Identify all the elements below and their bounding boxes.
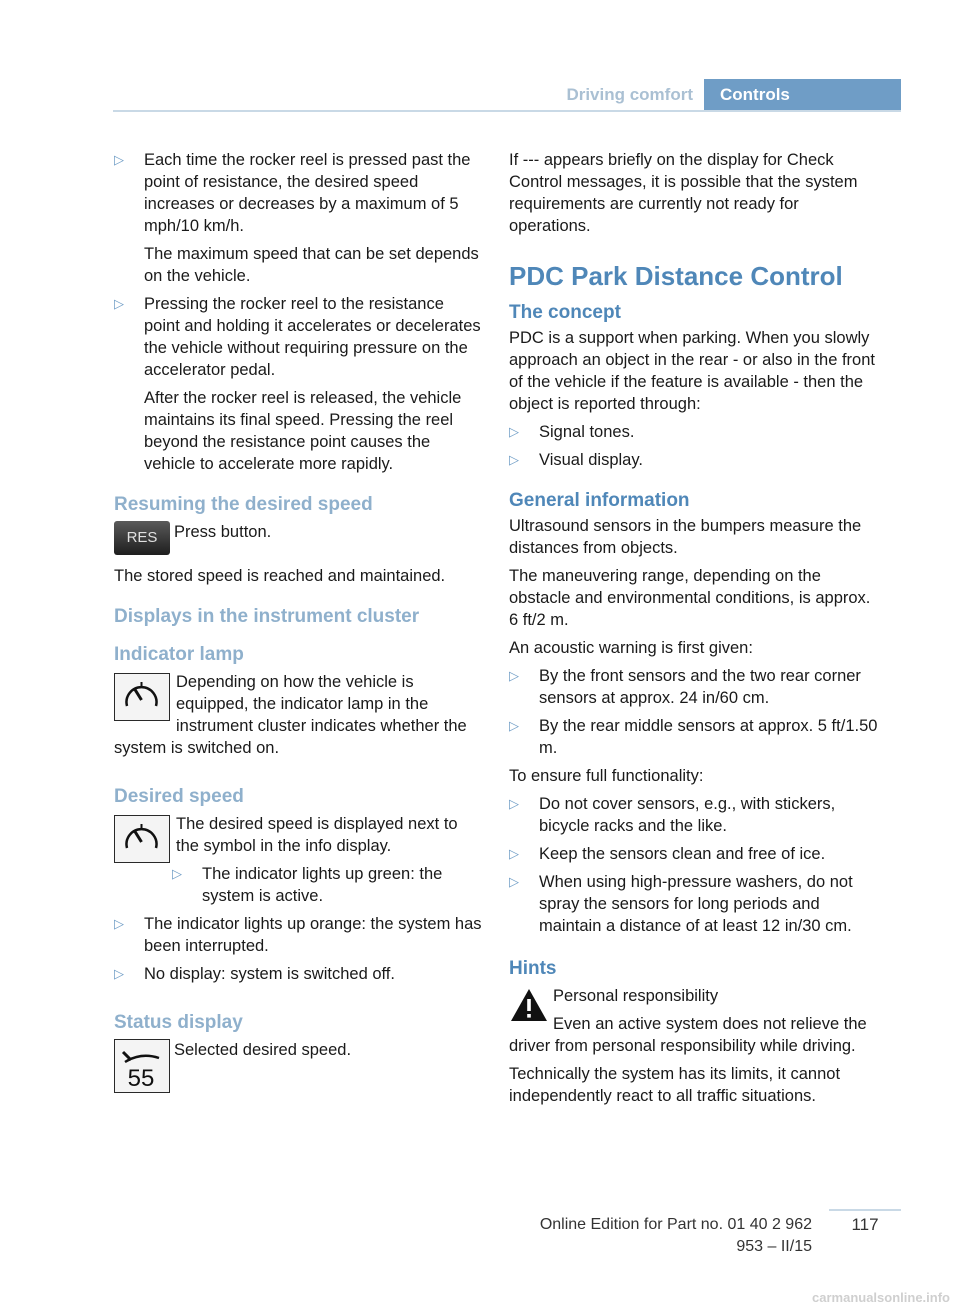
list-item (114, 149, 482, 287)
bullet-triangle-icon: ▷ (509, 424, 519, 439)
bullet-text: The indicator lights up orange: the system has been interrupted. (144, 915, 482, 955)
hint-text-2: Technically the system has its limits, it cannot independently react to all traffic situations. (509, 1065, 841, 1105)
bullet-text: Each time the rocker reel is pressed past the point of resistance, the desired speed increases or decreases by a maximum of 5 mph/10 km/h. (144, 151, 471, 235)
status-speed-value: 55 (127, 1065, 155, 1091)
cruise-control-icon (114, 815, 170, 863)
left-column (114, 149, 482, 1093)
heading-hints: Hints (509, 958, 557, 979)
res-button-icon: RES (114, 521, 170, 555)
bullet-text: By the front sensors and the two rear corner sensors at approx. 24 in/60 cm. (539, 667, 861, 707)
bullet-triangle-icon: ▷ (509, 796, 519, 811)
ensure-text: To ensure full functionality: (509, 767, 704, 785)
bullet-text: The indicator lights up green: the system is active. (202, 865, 443, 905)
bullet-text: Pressing the rocker reel to the resistance point and holding it accelerates or decelerates the vehicle without requiring pressure on the accelerator pedal. (144, 295, 481, 379)
bullet-triangle-icon: ▷ (509, 718, 519, 733)
bullet-triangle-icon: ▷ (509, 452, 519, 467)
bullet-text: Signal tones. (539, 423, 635, 441)
res-instruction: Press button. (174, 523, 272, 541)
check-control-text: If --- appears briefly on the display for Check Control messages, it is possible that the system requirements are currently not ready for operations. (509, 151, 858, 235)
header-section-title: Driving comfort (566, 85, 693, 104)
list-item (509, 715, 881, 759)
bullet-triangle-icon: ▷ (172, 866, 182, 881)
bullet-text: Visual display. (539, 451, 643, 469)
indicator-block (114, 671, 482, 759)
list-item (114, 293, 482, 475)
general-text-1: Ultrasound sensors in the bumpers measure the distances from objects. (509, 517, 862, 557)
bullet-text-continued: After the rocker reel is released, the vehicle maintains its final speed. Pressing the reel beyond the resistance point causes the vehicle to accelerate more rapidly. (144, 389, 462, 473)
bullet-triangle-icon: ▷ (509, 668, 519, 683)
footer-edition: Online Edition for Part no. 01 40 2 962 953 – II/15 (539, 1216, 812, 1255)
bullet-text: By the rear middle sensors at approx. 5 ft/1.50 m. (539, 717, 878, 757)
res-button-row (114, 521, 482, 555)
watermark: carmanualsonline.info (812, 1290, 950, 1305)
bullet-triangle-icon: ▷ (114, 916, 124, 931)
desired-speed-text: The desired speed is displayed next to the symbol in the info display. (176, 815, 458, 855)
list-item (172, 863, 482, 907)
hint-title: Personal responsibility (553, 987, 719, 1005)
heading-the-concept: The concept (509, 302, 621, 323)
bullet-text: Do not cover sensors, e.g., with stickers, bicycle racks and the like. (539, 795, 836, 835)
warning-triangle-icon (509, 987, 549, 1023)
indicator-text: Depending on how the vehicle is equipped, the indicator lamp in the instrument cluster indicates whether the system is switched on. (114, 673, 467, 757)
header-rule (113, 110, 901, 112)
list-item (509, 421, 881, 443)
hint-text: Even an active system does not relieve the driver from personal responsibility while driving. (509, 1015, 867, 1055)
list-item (509, 843, 881, 865)
footer-rule (829, 1209, 901, 1211)
bullet-triangle-icon: ▷ (509, 874, 519, 889)
desired-speed-block (114, 813, 482, 907)
heading-status-display: Status display (114, 1012, 243, 1033)
list-item (509, 793, 881, 837)
list-item (509, 665, 881, 709)
list-item (509, 871, 881, 937)
heading-general-information: General information (509, 490, 690, 511)
concept-text: PDC is a support when parking. When you slowly approach an object in the rear - or also in the front of the vehicle if the feature is available - then the object is reported through: (509, 329, 875, 413)
status-display-text: Selected desired speed. (174, 1041, 352, 1059)
bullet-triangle-icon: ▷ (114, 152, 124, 167)
right-column (509, 149, 881, 1113)
bullet-text: No display: system is switched off. (144, 965, 395, 983)
stored-speed-text: The stored speed is reached and maintained. (114, 567, 446, 585)
status-display-row (114, 1039, 482, 1093)
heading-indicator-lamp: Indicator lamp (114, 644, 244, 665)
header-chapter-tab: Controls (704, 79, 901, 111)
bullet-text: When using high-pressure washers, do not spray the sensors for long periods and maintain a distance of at least 12 in/30 cm. (539, 873, 853, 935)
hint-block (509, 985, 881, 1057)
cruise-control-icon (114, 673, 170, 721)
list-item (509, 449, 881, 471)
status-speed-icon (114, 1039, 170, 1093)
heading-resuming-speed: Resuming the desired speed (114, 494, 373, 515)
bullet-text-continued: The maximum speed that can be set depends on the vehicle. (144, 245, 479, 285)
heading-pdc: PDC Park Distance Control (509, 261, 843, 291)
page-number: 117 (851, 1215, 879, 1234)
list-item (114, 913, 482, 957)
list-item (114, 963, 482, 985)
bullet-triangle-icon: ▷ (114, 296, 124, 311)
heading-desired-speed: Desired speed (114, 786, 244, 807)
bullet-triangle-icon: ▷ (509, 846, 519, 861)
bullet-triangle-icon: ▷ (114, 966, 124, 981)
bullet-text: Keep the sensors clean and free of ice. (539, 845, 826, 863)
heading-displays-instrument-cluster: Displays in the instrument cluster (114, 606, 420, 627)
general-text-3: An acoustic warning is first given: (509, 639, 753, 657)
general-text-2: The maneuvering range, depending on the obstacle and environmental conditions, is approx. 6 ft/2 m. (509, 567, 871, 629)
